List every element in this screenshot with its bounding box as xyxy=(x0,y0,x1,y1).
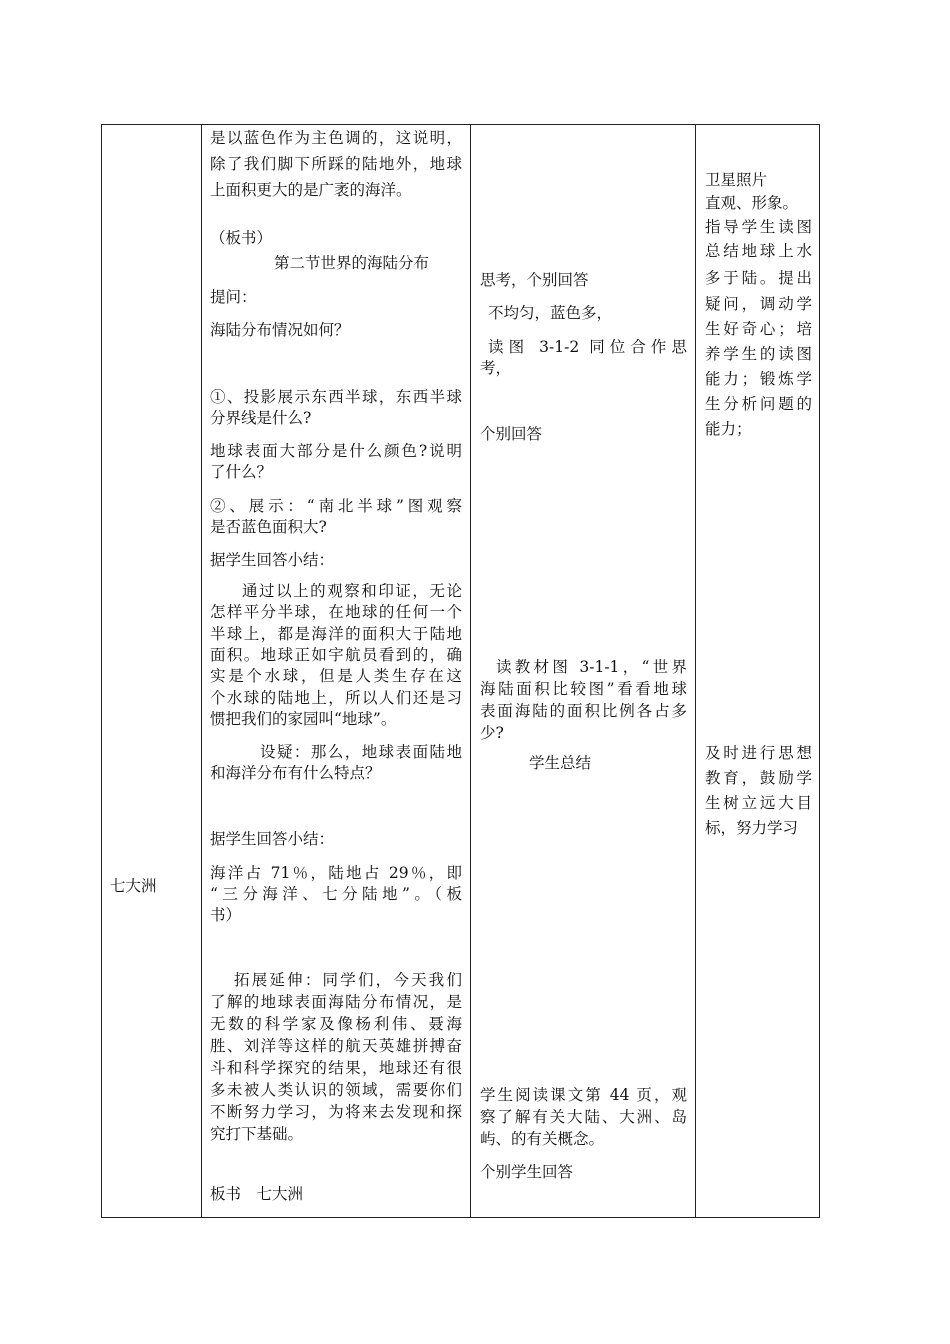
text-line: 拓展延伸：同学们，今天我们 xyxy=(234,971,462,989)
text-line: ②、展示：“南北半球”图观察 xyxy=(210,497,462,515)
text-line: 考， xyxy=(480,359,512,377)
text-line: 了什么？ xyxy=(210,463,273,481)
text-line: 海洋占 71％，陆地占 29％，即 xyxy=(210,864,462,882)
text-line: 上面积更大的是广袤的海洋。 xyxy=(210,181,412,199)
text-line: 少? xyxy=(480,724,504,742)
summary-label: 据学生回答小结： xyxy=(210,551,335,569)
board-note: 板书 七大洲 xyxy=(210,1185,304,1203)
text-line: 通过以上的观察和印证，无论 xyxy=(242,582,462,600)
text-line: 无数的科学家及像杨利伟、聂海 xyxy=(210,1015,462,1033)
text-line: 胜、刘洋等这样的航天英雄拼搏奋 xyxy=(210,1037,462,1055)
text-line: 设疑：那么，地球表面陆地 xyxy=(260,743,462,761)
text-line: 是否蓝色面积大? xyxy=(210,518,327,536)
column-divider-2 xyxy=(470,124,471,1218)
text-line: 卫星照片 xyxy=(705,171,768,189)
text-line: 怎样平分半球，在地球的任何一个 xyxy=(210,603,462,621)
table-top-border xyxy=(101,124,820,125)
text-line: 惯把我们的家园叫“地球”。 xyxy=(210,710,397,728)
text-line: 能力；锻炼学 xyxy=(705,370,812,388)
text-line: 生树立远大目 xyxy=(705,794,812,812)
text-line: 海陆面积比较图”看看地球 xyxy=(480,680,687,698)
text-line: 面积。地球正如宇航员看到的，确 xyxy=(210,646,462,664)
text-line: 及时进行思想 xyxy=(705,744,812,762)
text-line: 生分析问题的 xyxy=(705,395,812,413)
column-divider-1 xyxy=(201,124,202,1218)
text-line: 能力； xyxy=(705,420,752,438)
question-text: 海陆分布情况如何？ xyxy=(210,321,350,339)
text-line: 个水球的陆地上，所以人们还是习 xyxy=(210,689,462,707)
text-line: 除了我们脚下所踩的陆地外，地球 xyxy=(210,155,462,173)
text-line: 察了解有关大陆、大洲、岛 xyxy=(480,1108,687,1126)
text-line: 半球上，都是海洋的面积大于陆地 xyxy=(210,625,462,643)
text-line: 书） xyxy=(210,906,242,924)
text-line: 是以蓝色作为主色调的，这说明， xyxy=(210,129,462,147)
text-line: 究打下基础。 xyxy=(210,1125,304,1143)
text-line: 多未被人类认识的领域，需要你们 xyxy=(210,1081,462,1099)
section-title: 第二节世界的海陆分布 xyxy=(274,254,430,272)
text-line: 多于陆。提出 xyxy=(705,269,812,287)
text-line: 表面海陆的面积比例各占多 xyxy=(480,702,687,720)
text-line: 读教材图 3-1-1，“世界 xyxy=(496,658,687,676)
table-left-border xyxy=(101,124,102,1218)
student-response: 思考，个别回答 xyxy=(480,271,589,289)
column-divider-3 xyxy=(695,124,696,1218)
text-line: 教育，鼓励学 xyxy=(705,769,812,787)
summary-label: 据学生回答小结： xyxy=(210,830,335,848)
student-response: 不均匀，蓝色多， xyxy=(488,304,613,322)
student-response: 个别学生回答 xyxy=(480,1163,574,1181)
text-line: 分界线是什么? xyxy=(210,409,312,427)
text-line: 实是个水球，但是人类生存在这 xyxy=(210,667,462,685)
question-prompt: 提问： xyxy=(210,288,257,306)
table-right-border xyxy=(819,124,820,1218)
text-line: 直观、形象。 xyxy=(705,194,799,212)
text-line: 不断努力学习，为将来去发现和探 xyxy=(210,1103,462,1121)
text-line: 读图 3-1-2 同位合作思 xyxy=(488,338,687,356)
text-line: 学生阅读课文第 44 页，观 xyxy=(480,1086,687,1104)
text-line: ①、投影展示东西半球，东西半球 xyxy=(210,388,462,406)
text-line: 疑问，调动学 xyxy=(705,295,812,313)
text-line: 指导学生读图 xyxy=(705,218,812,236)
text-line: 了解的地球表面海陆分布情况，是 xyxy=(210,993,462,1011)
text-line: 标，努力学习 xyxy=(705,819,799,837)
text-line: 总结地球上水 xyxy=(705,242,812,260)
text-line: 养学生的读图 xyxy=(705,345,812,363)
student-response: 个别回答 xyxy=(480,425,543,443)
text-line: 和海洋分布有什么特点？ xyxy=(210,764,381,782)
text-line: 斗和科学探究的结果，地球还有很 xyxy=(210,1059,462,1077)
student-response: 学生总结 xyxy=(529,754,592,772)
table-bottom-border xyxy=(101,1217,820,1218)
section-label: 七大洲 xyxy=(110,877,157,895)
text-line: “三分海洋、七分陆地”。（板 xyxy=(210,885,462,903)
text-line: 屿、的有关概念。 xyxy=(480,1130,605,1148)
board-note: （板书） xyxy=(210,229,273,247)
text-line: 生好奇心；培 xyxy=(705,320,812,338)
text-line: 地球表面大部分是什么颜色?说明 xyxy=(210,442,462,460)
